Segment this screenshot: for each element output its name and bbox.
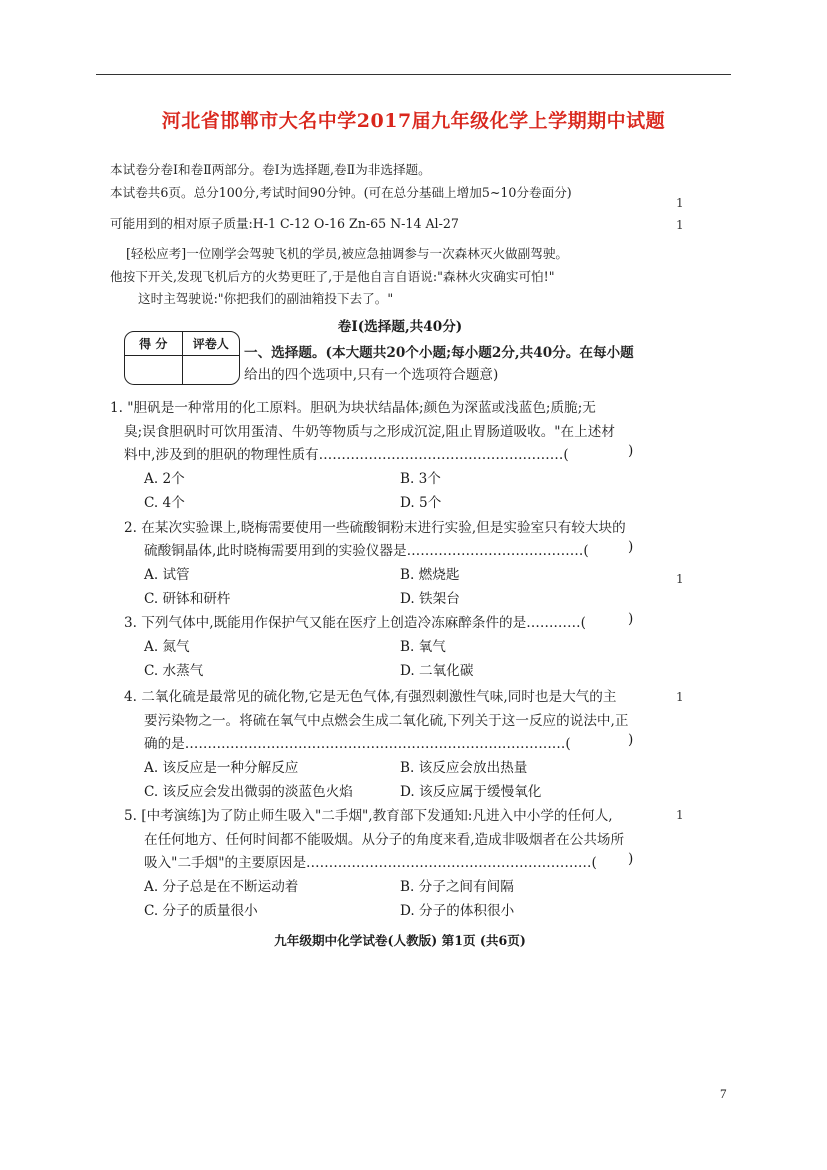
- intro-line: 本试卷分卷Ⅰ和卷Ⅱ两部分。卷Ⅰ为选择题,卷Ⅱ为非选择题。: [110, 162, 431, 177]
- question-4-line: 4. 二氧化硫是最常见的硫化物,它是无色气体,有强烈刺激性气味,同时也是大气的主: [124, 689, 617, 705]
- option: D. 该反应属于缓慢氧化: [400, 784, 542, 800]
- option: C. 该反应会发出微弱的淡蓝色火焰: [144, 784, 353, 800]
- margin-mark: 1: [676, 572, 684, 586]
- document-title: 河北省邯郸市大名中学2017届九年级化学上学期期中试题: [161, 110, 666, 132]
- joke-line: 这时主驾驶说:"你把我们的副油箱投下去了。": [138, 291, 394, 306]
- margin-mark: 1: [676, 218, 684, 232]
- question-3-line: 3. 下列气体中,既能用作保护气又能在医疗上创造冷冻麻醉条件的是…………(: [124, 615, 586, 631]
- option: C. 水蒸气: [144, 663, 204, 679]
- option: C. 4个: [144, 495, 185, 511]
- answer-bracket: ): [628, 443, 634, 459]
- margin-mark: 1: [676, 196, 684, 210]
- question-5-line: 5. [中考演练]为了防止师生吸入"二手烟",教育部下发通知:凡进入中小学的任何人,: [124, 808, 613, 824]
- margin-mark: 1: [676, 690, 684, 704]
- joke-line: 他按下开关,发现飞机后方的火势更旺了,于是他自言自语说:"森林火灾确实可怕!": [110, 269, 555, 284]
- section-instruction: 给出的四个选项中,只有一个选项符合题意): [244, 367, 499, 383]
- option: D. 5个: [400, 495, 442, 511]
- header-rule: [96, 74, 731, 75]
- option: B. 分子之间有间隔: [400, 879, 514, 895]
- question-4-line: 要污染物之一。将硫在氧气中点燃会生成二氧化硫,下列关于这一反应的说法中,正: [144, 713, 629, 729]
- option: A. 试管: [144, 567, 190, 583]
- section-instruction: 一、选择题。(本大题共20个小题;每小题2分,共40分。在每小题: [244, 345, 634, 361]
- scanned-page: [110, 145, 690, 955]
- option: D. 分子的体积很小: [400, 903, 515, 919]
- question-1-line: 臭;误食胆矾时可饮用蛋清、牛奶等物质与之形成沉淀,阻止胃肠道吸收。"在上述材: [124, 424, 615, 440]
- page-number: 7: [720, 1086, 727, 1101]
- option: B. 3个: [400, 471, 441, 487]
- option: B. 氧气: [400, 639, 446, 655]
- page-footer: 九年级期中化学试卷(人教版) 第1页 (共6页): [274, 933, 526, 948]
- score-cell: [125, 356, 182, 385]
- answer-bracket: ): [628, 539, 634, 555]
- option: B. 燃烧匙: [400, 567, 460, 583]
- grader-cell: [182, 356, 240, 385]
- option: B. 该反应会放出热量: [400, 760, 528, 776]
- question-1-line: 料中,涉及到的胆矾的物理性质有………………………………………………(: [124, 447, 569, 463]
- option: A. 分子总是在不断运动着: [144, 879, 299, 895]
- question-4-line: 确的是…………………………………………………………………………(: [144, 736, 571, 752]
- intro-line: 本试卷共6页。总分100分,考试时间90分钟。(可在总分基础上增加5~10分卷面分): [110, 185, 572, 200]
- question-2-line: 2. 在某次实验课上,晓梅需要使用一些硫酸铜粉末进行实验,但是实验室只有较大块的: [124, 520, 626, 536]
- question-2-line: 硫酸铜晶体,此时晓梅需要用到的实验仪器是…………………………………(: [144, 543, 589, 559]
- option: C. 研钵和研杵: [144, 591, 231, 607]
- question-5-line: 吸入"二手烟"的主要原因是………………………………………………………(: [144, 855, 597, 871]
- margin-mark: 1: [676, 808, 684, 822]
- joke-line: [轻松应考]一位刚学会驾驶飞机的学员,被应急抽调参与一次森林灭火做副驾驶。: [126, 246, 569, 261]
- score-box: [124, 331, 240, 385]
- answer-bracket: ): [628, 732, 634, 748]
- option: C. 分子的质量很小: [144, 903, 258, 919]
- grader-label: 评卷人: [182, 332, 240, 355]
- atomic-mass-line: 可能用到的相对原子质量:H-1 C-12 O-16 Zn-65 N-14 Al-27: [110, 216, 459, 231]
- margin-marks: [676, 0, 696, 1170]
- option: A. 该反应是一种分解反应: [144, 760, 299, 776]
- section-heading: 卷Ⅰ(选择题,共40分): [337, 319, 463, 335]
- answer-bracket: ): [628, 851, 634, 867]
- score-label: 得 分: [139, 337, 168, 351]
- option: D. 二氧化碳: [400, 663, 474, 679]
- option: A. 2个: [144, 471, 185, 487]
- answer-bracket: ): [628, 611, 634, 627]
- option: D. 铁架台: [400, 591, 460, 607]
- option: A. 氮气: [144, 639, 190, 655]
- question-1-line: 1. "胆矾是一种常用的化工原料。胆矾为块状结晶体;颜色为深蓝或浅蓝色;质脆;无: [110, 400, 596, 416]
- question-5-line: 在任何地方、任何时间都不能吸烟。从分子的角度来看,造成非吸烟者在公共场所: [144, 832, 625, 848]
